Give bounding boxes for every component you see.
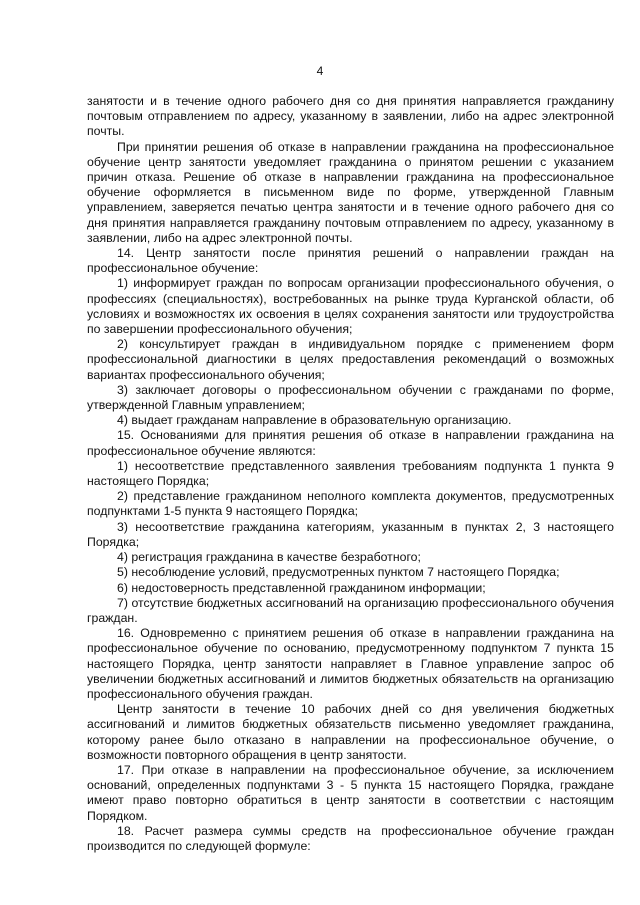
- paragraph-14: 14. Центр занятости после принятия решений о направлении граждан на профессиональное обучение:: [87, 246, 614, 276]
- paragraph-15-item-4: 4) регистрация гражданина в качестве безработного;: [117, 550, 421, 565]
- paragraph-14-item-1: 1) информирует граждан по вопросам организации профессионального обучения, о профессиях (специальностях), востребованных на рынке труда Курганской области, об условиях и возможностях их освоения в целях сохранения занятости или трудоустройства по завершении профессионального обучения;: [87, 276, 614, 337]
- paragraph-14-item-4: 4) выдает гражданам направление в образовательную организацию.: [117, 413, 512, 428]
- page-number: 4: [316, 64, 324, 78]
- paragraph-14-item-2: 2) консультирует граждан в индивидуальном порядке с применением форм профессиональной диагностики в целях предоставления рекомендаций о возможных вариантах профессионального обучения;: [87, 337, 614, 382]
- paragraph-refusal-notice: При принятии решения об отказе в направлении гражданина на профессиональное обучение центр занятости уведомляет гражданина о принятом решении с указанием причин отказа. Решение об отказе в направлении гражданина на профессиональное обучение оформляется в письменном виде по форме, утвержденной Главным управлением, заверяется печатью центра занятости и в течение одного рабочего дня со дня принятия направляется гражданину почтовым отправлением по адресу, указанному в заявлении, либо на адрес электронной почты.: [87, 139, 614, 245]
- paragraph-15-item-7: 7) отсутствие бюджетных ассигнований на организацию профессионального обучения граждан.: [87, 595, 614, 625]
- paragraph-17: 17. При отказе в направлении на профессиональное обучение, за исключением оснований, определенных подпунктами 3 - 5 пункта 15 настоящего Порядка, граждане имеют право повторно обратиться в центр занятости в соответствии с настоящим Порядком.: [87, 762, 614, 823]
- paragraph-15: 15. Основаниями для принятия решения об отказе в направлении гражданина на профессиональное обучение являются:: [87, 428, 614, 458]
- paragraph-15-item-2: 2) представление гражданином неполного комплекта документов, предусмотренных подпунктами 1-5 пункта 9 настоящего Порядка;: [87, 489, 614, 519]
- paragraph-continuation: занятости и в течение одного рабочего дня со дня принятия направляется гражданину почтовым отправлением по адресу, указанному в заявлении, либо на адрес электронной почты.: [87, 94, 614, 139]
- paragraph-15-item-3: 3) несоответствие гражданина категориям, указанным в пунктах 2, 3 настоящего Порядка;: [87, 519, 614, 549]
- paragraph-15-item-1: 1) несоответствие представленного заявления требованиям подпункта 1 пункта 9 настоящего Порядка;: [87, 458, 614, 489]
- document-body: [87, 94, 614, 854]
- paragraph-14-item-3: 3) заключает договоры о профессиональном обучении с гражданами по форме, утвержденной Главным управлением;: [87, 382, 614, 413]
- paragraph-16: 16. Одновременно с принятием решения об отказе в направлении гражданина на профессиональное обучение по основанию, предусмотренному подпунктом 7 пункта 15 настоящего Порядка, центр занятости направляет в Главное управление запрос об увеличении бюджетных ассигнований и лимитов бюджетных обязательств на организацию профессионального обучения граждан.: [87, 626, 614, 701]
- paragraph-15-item-5: 5) несоблюдение условий, предусмотренных пунктом 7 настоящего Порядка;: [117, 565, 560, 580]
- paragraph-15-item-6: 6) недостоверность представленной гражданином информации;: [117, 580, 486, 595]
- paragraph-16-notice: Центр занятости в течение 10 рабочих дней со дня увеличения бюджетных ассигнований и лимитов бюджетных обязательств письменно уведомляет гражданина, которому ранее было отказано в направлении на профессиональное обучение, о возможности повторного обращения в центр занятости.: [87, 702, 614, 762]
- paragraph-18: 18. Расчет размера суммы средств на профессиональное обучение граждан производится по следующей формуле:: [87, 823, 614, 853]
